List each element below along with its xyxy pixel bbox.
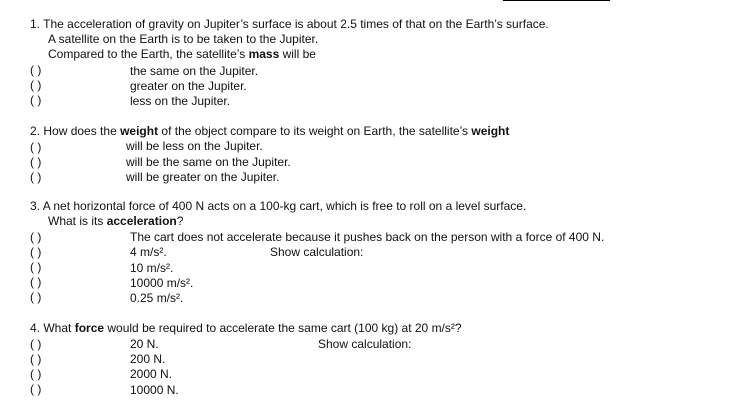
question-1-line-3-pre: Compared to the Earth, the satellite’s: [48, 47, 249, 61]
question-3-number: 3.: [30, 199, 41, 213]
q3-option-5-radio[interactable]: ( ): [30, 290, 42, 304]
question-2-pre: How does the: [43, 124, 121, 138]
q2-option-3-radio[interactable]: ( ): [30, 170, 42, 184]
question-3-line-2-post: ?: [176, 214, 184, 228]
question-4-post: would be required to accelerate the same cart (100 kg) at 20 m/s²?: [104, 321, 462, 335]
question-1-line-1: The acceleration of gravity on Jupiter’s surface is about 2.5 times of that on the Earth’s surface.: [43, 17, 549, 31]
q4-option-3-radio[interactable]: ( ): [30, 367, 42, 381]
q2-option-1-radio[interactable]: ( ): [30, 140, 42, 154]
question-2-number: 2.: [30, 124, 41, 138]
question-2-weight-keyword-2: weight: [471, 124, 510, 138]
question-2-mid: of the object compare to its weight on Earth, the satellite’s: [158, 124, 472, 138]
question-1-line-3-post: will be: [279, 47, 316, 61]
question-2-text: [30, 124, 509, 138]
q4-option-3-label: 2000 N.: [130, 367, 173, 381]
q1-option-3-label: less on the Jupiter.: [130, 94, 231, 108]
q3-option-2-label: 4 m/s².: [130, 245, 167, 259]
question-4-number: 4.: [30, 321, 41, 335]
q1-option-1-label: the same on the Jupiter.: [130, 64, 259, 78]
question-3-line-1: A net horizontal force of 400 N acts on a 100-kg cart, which is free to roll on a level surface.: [42, 199, 527, 213]
question-1-mass-keyword: mass: [248, 47, 280, 61]
q3-option-4-label: 10000 m/s².: [130, 276, 194, 290]
q3-option-1-radio[interactable]: ( ): [30, 230, 42, 244]
q4-show-calculation: Show calculation:: [318, 337, 412, 351]
question-3-text: [30, 199, 526, 213]
q2-option-2-radio[interactable]: ( ): [30, 155, 42, 169]
question-4-text: [30, 321, 462, 335]
question-3-line-2: [48, 214, 183, 228]
question-1-text: [30, 17, 549, 31]
q4-option-2-label: 200 N.: [130, 352, 166, 366]
q4-option-2-radio[interactable]: ( ): [30, 352, 42, 366]
q2-option-1-label: will be less on the Jupiter.: [126, 139, 263, 153]
question-4-pre: What: [43, 321, 75, 335]
q4-option-1-label: 20 N.: [130, 337, 159, 351]
q3-option-5-label: 0.25 m/s².: [130, 291, 184, 305]
q4-option-4-radio[interactable]: ( ): [30, 382, 42, 396]
q3-option-2-radio[interactable]: ( ): [30, 245, 42, 259]
question-1-line-3: [48, 47, 316, 61]
q2-option-2-label: will be the same on the Jupiter.: [126, 155, 291, 169]
q1-option-2-label: greater on the Jupiter.: [130, 79, 247, 93]
top-rule: [503, 0, 610, 1]
question-2-weight-keyword-1: weight: [120, 124, 159, 138]
question-1-number: 1.: [30, 17, 41, 31]
question-1-line-2: A satellite on the Earth is to be taken to the Jupiter.: [48, 32, 319, 46]
q3-option-1-label: The cart does not accelerate because it pushes back on the person with a force of 400 N.: [130, 230, 605, 244]
question-3-line-2-pre: What is its: [48, 214, 107, 228]
q1-option-1-radio[interactable]: ( ): [30, 63, 42, 77]
q3-option-3-label: 10 m/s².: [130, 261, 174, 275]
question-3-acceleration-keyword: acceleration: [106, 214, 177, 228]
q1-option-2-radio[interactable]: ( ): [30, 78, 42, 92]
q3-option-3-radio[interactable]: ( ): [30, 260, 42, 274]
q1-option-3-radio[interactable]: ( ): [30, 93, 42, 107]
q3-show-calculation: Show calculation:: [270, 245, 364, 259]
q2-option-3-label: will be greater on the Jupiter.: [126, 170, 280, 184]
q3-option-4-radio[interactable]: ( ): [30, 275, 42, 289]
q4-option-1-radio[interactable]: ( ): [30, 337, 42, 351]
question-4-force-keyword: force: [74, 321, 105, 335]
q4-option-4-label: 10000 N.: [130, 383, 179, 397]
